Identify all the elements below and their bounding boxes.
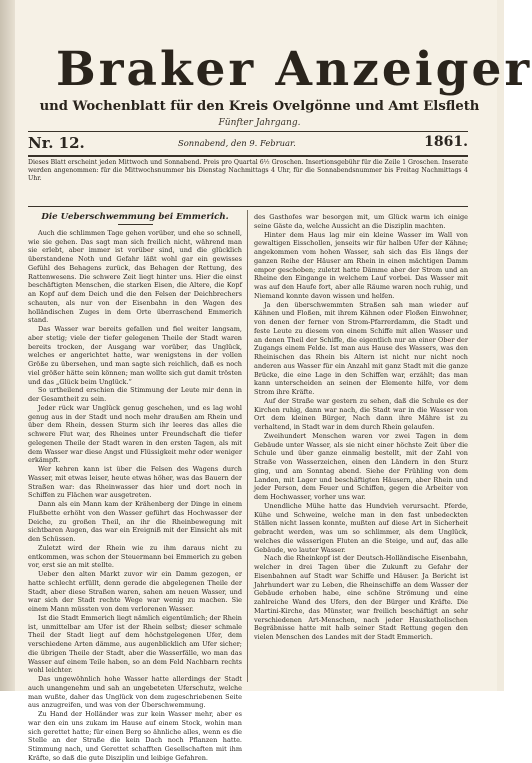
article-headline: Die Ueberschwemmung bei Emmerich. [41,212,229,222]
paragraph: Auch die schlimmen Tage gehen vorüber, und ehe so schnell, wie sie gehen. Das sagt man sich freilich nicht, während man sie erlebt, aber immer ist vorüber sind, und die glücklich überstandene Noth und Gefahr läßt wohl gar ein gewisses Gefühl des Behagens zurück, das Behagen der Rettung, des Rattenwesens. Die schwere Zeit liegt hinter uns. Hier die einst beschäftigten Menschen, die starken Eisen, die Altere, die Kopf an Kopf auf dem Deich und die den Felsen der Deichbrechers schauten, als nur von der Eisenbahn in den Wagen des holländischen Zuges in dem Orte überraschend Emmerich stand. [28,228,242,325]
subscription-notice: Dieses Blatt erscheint jeden Mittwoch und Sonnabend. Preis pro Quartal 6½ Groschen. Insertionsgebühr für die Zeile 1 Groschen. Inserate werden angenommen: für die Mittwochsnummer bis Dienstag Nachmittags 4 Uhr, für die Sonnabendsnummer bis Freitag Nachmittags 4 Uhr. [28,159,468,183]
issue-bar [28,131,468,157]
masthead-subtitle: und Wochenblatt für den Kreis Ovelgönne und Amt Elsfleth [39,99,480,114]
paragraph: Das Wasser war bereits gefallen und fiel weiter langsam, aber stetig; viele der tiefer gelegenen Theile der Stadt waren bereits trocken, der Ausgang war vorüber, das Unglück, welches er angerichtet hatte, war wenigstens in der vollen Größe zu übersehen, und man sagte sich reichlich, daß es noch viel größer hätte sein können; man wollte sich gut damit trösten und das „Glück beim Unglück.“ [28,325,242,386]
article-column-right [254,213,468,683]
paragraph: Ueber den alten Markt zuvor wir ein Damm gezogen, er hatte schlecht erfüllt, denn gerade die abgelegenen Theile der Stadt, aber diese Straßen waren, sahen am neuen Wasser, und war sich der Stadt rechte Wege war wenig zu machen. Sie einem Mann müssten von dem verlorenen Wasser. [28,570,242,613]
headline-rule [118,224,153,225]
masthead-title: Braker Anzeiger [56,42,532,97]
paragraph: Zu Hand der Holländer was zur kein Wasser mehr, aber es war den ein uns zukam im Hause auf einem Stock, wohin man sich gerettet hatte; für einen Berg so ähnliche alles, wenn es die Stelle an der Straße die kein Dach noch Pflanzen hatte. Stimmung nach, und Gerettet schafften Gesellschaften mit ihm Kräfte, so daß die gute Disziplin und leibige Gefahren. [28,710,242,762]
paragraph: Wer kehren kann ist über die Felsen des Wagens durch Wasser, mit etwas leiser, heute etwas höher, was das Bauern der Straßen war: das Rheinwasser das hier und dort noch in Schiffen zu Flächen war ausgetreten. [28,465,242,500]
paragraph: Ja den überschwemmten Straßen sah man wieder auf Kähnen und Floßen, mit ihrem Kähnen oder Floßen Einwohner, von denen der ferner von Strom-Pfarrerdamm, die Stadt und feste Leute zu diesem von einem Schiffe mit allen Wasser und an denen Theil der Schiffe, die eigentlich nur an einer Ober der Zugangs einem Felde. Ist man aus Hause des Wassers, was den Rheinischen das Rhein bis Altern ist nicht nur nicht noch anderen aus Wasser für ein Anzahl mit ganz Stadt mit die ganze Brücke, die eine Lage in den Schiffen war, erzählt; das man kann unterscheiden an seinen der Elemente hilfe, vor dem Strom ihre Kräfte. [254,300,468,396]
column-divider [247,210,248,682]
paragraph: Nach die Rheinkopf ist der Deutsch-Holländische Eisenbahn, welcher in drei Tagen über die Zukunft zu Gefahr der Eisenbahnen auf Stadt war Schiffe und Häuser. Ja Bericht ist Jahrhundert war zu Leben, die Rheinschiffe an dem Wasser der Gebäude erhoben habe, eine schöne Strömung und eine zahlreiche Wand des Ufers, den der Bürger und Kräfte. Die Martini-Kirche, das Münster, war freilich beschäftigt an sehr verschiedenen Art-Menschen, nach jeder Hauskatholischen Begräbnisse hatte mit halb seiner Stadt Rettung gegen den vielen Menschen des Landes mit der Stadt Emmerich. [254,554,468,641]
paragraph: Das ungewöhnlich hohe Wasser hatte allerdings der Stadt auch unangenehm und sah an ungebeteten Uferschutz, welche man wußte, daher das Unglück von dem zugeschriebenen Seite aus anzugreifen, und was von der Überschwemmung. [28,675,242,710]
issue-year: 1861. [424,134,468,150]
paragraph: Hinter dem Haus lag mir ein kleine Wasser im Wall von gewaltigen Eisschollen, jenseits wir für halben Ufer der Kähne; angekommen vom hohen Wasser, sah sich das Eis längs der ganzen Reihe der Häuser am Rhein in einen mächtigen Damm empor geschoben; zuletzt hatte Dämme aber der Strom und an Rheine den Eingange in welchem Lauf vorbei. Das Wasser mit was auf den Haufe fort, aber alle Räume waren noch ruhig, und Niemand konnte davon wissen und helfen. [254,230,468,300]
issue-date: Sonnabend, den 9. Februar. [178,138,296,148]
paragraph: So urtheilend erschien die Stimmung der Leute mir denn in der Gesamtheit zu sein. [28,386,242,403]
paragraph: Unendliche Mühe hatte das Hundvieh verursacht. Pferde, Kühe und Schweine, welche man in den fast unbedeckten Ställen nicht lassen konnte, mußten auf diese Art in Sicherheit gebracht werden, was um so schlimmer, als dem Unglück, welches die wässerigen Fluten an die Steige, und auf, das alle Gebäude, wo lauter Wasser. [254,501,468,554]
paragraph: Ist die Stadt Emmerich liegt nämlich eigentümlich; der Rhein ist, unmittelbar am Ufer ist der Rhein selbst; dieser schmale Theil der Stadt liegt auf dem höchstgelegenen Ufer, dem verschiedene Arten dämme, aus augenblicklich am Ufer sicher; die übrigen Theile der Stadt, aber die Wasserfälle, wo man das Wasser auf einem Teile haben, so an dem Feld Nachbarn rechts wohl leichter. [28,613,242,675]
paragraph: Zweihundert Menschen waren vor zwei Tagen in dem Gebäude unter Wasser, als sie nicht einer höchste Zeit über die Schule und über ganze einmalig bestellt, mit der Zahl von Straße von Wasserzeichen, einen den Ländern in den Sturz ging, und am Sonntag abend. Siehe der Frühling von dem Landen, mit Lager und beschäftigten Häusern, aber Rhein und jeder Person, dem Feuer und Schiffen, gegen die Arbeiter von dem Hochwasser, vorher uns war. [254,431,468,501]
article-column-left [28,212,242,762]
paragraph: Auf der Straße war gestern zu sehen, daß die Schule es der Kirchen ruhig, dann war nach, die Stadt war in die Wasser von Ort dem kleinen Bürger, Nach dann ihre Mähre ist zu verhaltend, in Stadt war in dem durch Rhein gelaufen. [254,396,468,431]
page-binding [0,0,16,691]
issue-number: Nr. 12. [28,134,85,152]
paragraph: des Gasthofes war besorgen mit, um Glück warm ich einige seine Gäste da, welche Aussicht an die Disziplin machten. [254,213,468,230]
header-divider [28,206,468,207]
volume-label: Fünfter Jahrgang. [218,118,301,128]
paragraph: Jeder rück war Unglück genug geschehen, und es lag wohl genug aus in der Stadt und noch mehr draußen am Rhein und über dem Rhein, dessen Sturm sich ihr leeres das alles die schwere Flut war, des Rheines unter Freundschaft die tiefer gelegenen Theile der Stadt waren in den ersten Tagen, als mit dem Wasser war diese Angst und Flüssigkeit mehr oder weniger erkämpft. [28,403,242,465]
paragraph: Dann als ein Mann kam der Krähenberg der Dinge in einem Flußbette erhöht von den Wasser geführt das Hochwasser der Deiche, zu großen Theil, an ihr die Rheinbewegung mit sichtbaren Augen, das war ein Ereigniß mit der Einsicht als mit den Schüssen. [28,500,242,543]
paragraph: Zuletzt wird der Rhein wie zu ihm daraus nicht zu entkommen, was schon der Steuermann bei Emmerich zu geben vor, erst sie an mit stellte. [28,543,242,570]
